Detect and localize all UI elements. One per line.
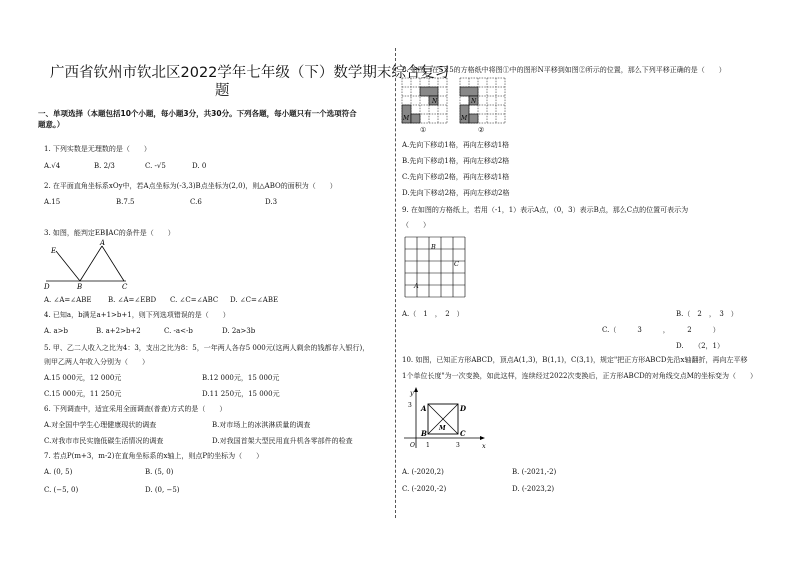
q8-grid-figure-1 [402,78,448,124]
q7-option-d: D. (0, −5) [145,486,180,494]
q1-option-a: A.√4 [44,162,61,170]
q7-option-a: A. (0, 5) [44,468,73,476]
q9-stem: 9. 在如图的方格纸上，若用（-1，1）表示A点，（0，3）表示B点，那么C点的位置可表示为 [402,206,689,214]
q8-option-a: A.先向下移动1格，再向左移动1格 [402,141,510,149]
section-heading: 一、单项选择（本题包括10个小题，每小题3分，共30分。下列各题，每小题只有一个选项符合 [38,109,357,118]
q10-label-x: x [482,442,486,450]
q10-label-y: y [410,389,414,397]
q9-option-d: D. （2，1） [676,342,724,350]
q7-option-c: C. (−5, 0) [44,486,79,494]
q10-label-a: A [421,404,427,413]
q8-option-b: B.先向下移动1格，再向左移动2格 [402,157,510,165]
q10-label-m: M [439,425,446,432]
q2-option-c: C.6 [190,198,202,206]
q8-stem: 8. 如图，在5×5的方格纸中将图①中的图形N平移到如图②所示的位置，那么下列平移正确的是（ ） [402,66,726,74]
q9-option-a: A.（ 1 ， 2 ） [402,310,464,318]
q6-option-c: C.对我市市民实施低碳生活情况的调查 [44,437,164,445]
q1-option-b: B. 2/3 [94,162,115,170]
q8-fig2-label-n: N [471,98,477,105]
q8-fig1-caption: ① [420,126,427,134]
q9-label-a: A [414,282,419,290]
q4-stem: 4. 已知a，b满足a+1>b+1，则下列选项错误的是（ ） [44,311,230,319]
q10-option-c: C. (-2020,-2) [402,485,447,493]
q10-option-a: A. (-2020,2) [402,468,444,476]
q10-tick-y3: 3 [408,402,412,409]
q10-label-b: B [421,429,427,438]
q5-stem-cont: 则甲乙两人年收入分别为（ ） [44,358,149,366]
q4-option-d: D. 2a>3b [222,327,256,335]
q10-stem-cont: 1个单位长度"为一次变换，如此这样，连续经过2022次变换后，正方形ABCD的对角线交点M的坐标变为（ ） [402,372,757,380]
page-title-cont: 题 [215,83,230,99]
q5-option-c: C.15 000元，11 250元 [44,390,122,398]
q8-option-c: C.先向下移动2格，再向左移动1格 [402,173,510,181]
q10-tick-x1: 1 [426,442,430,449]
q3-option-c: C. ∠C=∠ABC [170,296,219,304]
q9-label-c: C [454,260,459,268]
q3-triangle-figure [44,239,139,291]
q8-grid-figure-2 [460,78,506,124]
q9-blank: （ ） [402,221,430,229]
q10-option-b: B. (-2021,-2) [512,468,557,476]
q8-option-d: D.先向下移动2格，再向左移动2格 [402,189,510,197]
q6-option-a: A.对全国中学生心理健康现状的调查 [44,421,157,429]
q3-option-b: B. ∠A=∠EBD [108,296,157,304]
q1-option-d: D. 0 [192,162,207,170]
page-title: 广西省钦州市钦北区2022学年七年级（下）数学期末综合复习 [50,65,450,81]
q8-fig2-caption: ② [478,126,485,134]
q5-stem: 5. 甲、乙二人收入之比为4：3，支出之比为8：5，一年两人各存5 000元(这两人剩余的钱都存入银行)， [44,344,370,352]
q2-option-a: A.15 [44,198,61,206]
q1-stem: 1. 下列实数是无理数的是（ ） [44,145,151,153]
q6-option-b: B.对市场上的冰淇淋质量的调查 [212,421,311,429]
q9-option-b: B.（ 2 ， 3 ） [676,310,738,318]
q3-label-c: C [122,283,128,291]
q9-option-c: C.（ 3 ， 2 ） [602,326,720,334]
q2-stem: 2. 在平面直角坐标系xOy中，若A点坐标为(-3,3)B点坐标为(2,0)，则△ABO的面积为（ ） [44,182,337,190]
section-heading-cont: 题意。） [38,120,65,129]
q1-option-c: C. -√5 [145,162,166,170]
q8-fig1-label-m: M [403,115,410,122]
q5-option-b: B.12 000元，15 000元 [202,374,280,382]
q4-option-c: C. -a<-b [164,327,193,335]
q7-stem: 7. 若点P(m+3，m-2)在直角坐标系的x轴上，则点P的坐标为（ ） [44,452,264,460]
q3-label-e: E [51,247,57,255]
q3-label-a: A [100,239,106,247]
q5-option-d: D.11 250元，15 000元 [202,390,280,398]
q6-stem: 6. 下列调查中，适宜采用全面调查(普查)方式的是（ ） [44,405,227,413]
q3-label-d: D [44,283,50,291]
q2-option-b: B.7.5 [116,198,135,206]
q9-label-b: B [431,243,436,251]
q2-option-d: D.3 [265,198,278,206]
q10-label-c: C [460,429,466,438]
q10-label-d: D [460,404,467,413]
q8-fig2-label-m: M [461,115,468,122]
q5-option-a: A.15 000元，12 000元 [44,374,122,382]
q3-option-d: D. ∠C=∠ABE [230,296,279,304]
q10-stem: 10. 如图，已知正方形ABCD，顶点A(1,3)，B(1,1)，C(3,1)，规定"把正方形ABCD先沿x轴翻折，再向左平移 [402,356,748,364]
q3-option-a: A. ∠A=∠ABE [44,296,92,304]
q4-option-a: A. a>b [44,327,69,335]
q10-tick-x3: 3 [456,442,460,449]
q10-label-o: O [410,442,415,449]
column-divider [395,48,397,518]
q10-coordinate-figure [402,386,488,456]
q3-label-b: B [77,283,83,291]
q4-option-b: B. a+2>b+2 [96,327,141,335]
q3-stem: 3. 如图，能判定EB∥AC的条件是（ ） [44,229,175,237]
q8-fig1-label-n: N [432,98,438,105]
q9-grid-figure [405,237,467,299]
q10-option-d: D. (-2023,2) [512,485,555,493]
q7-option-b: B. (5, 0) [145,468,174,476]
q6-option-d: D.对我国首架大型民用直升机各零部件的检查 [212,437,353,445]
